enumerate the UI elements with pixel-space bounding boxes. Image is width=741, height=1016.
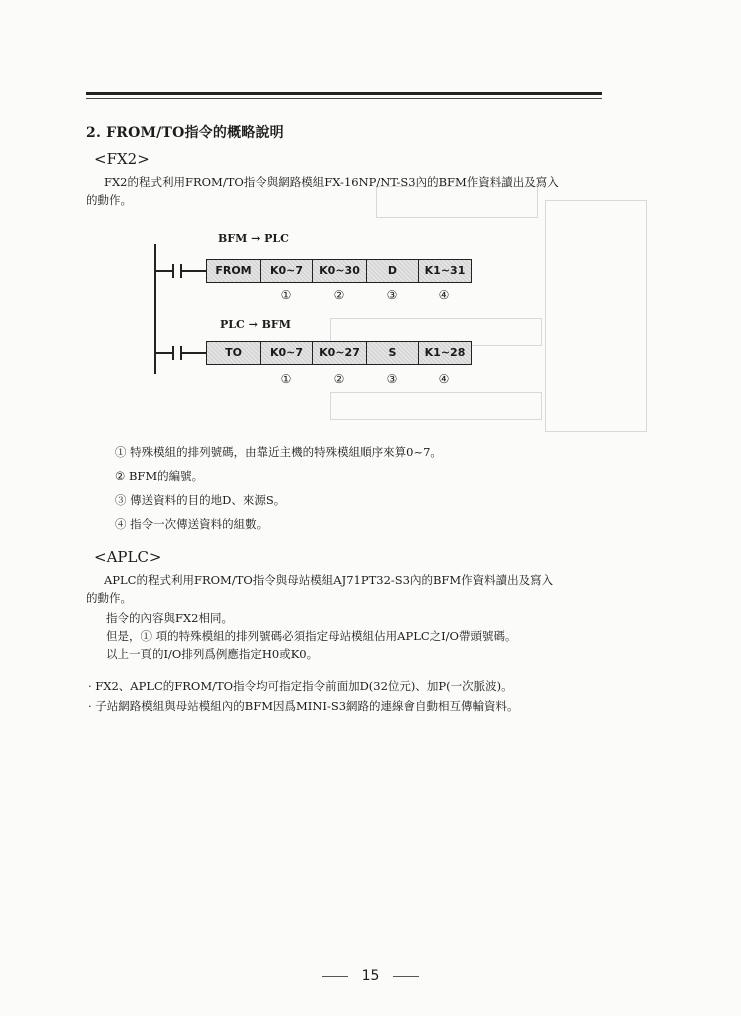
aplc-paragraph-line3: 指令的內容與FX2相同。 [106,611,233,625]
rung-wire [154,270,174,272]
aplc-paragraph-line2: 的動作。 [86,591,132,605]
aplc-heading: <APLC> [94,548,162,566]
note-item: ① 特殊模組的排列號碼，由靠近主機的特殊模組順序來算0~7。 [115,445,442,459]
header-rule-thick [86,92,602,95]
from-direction-label: BFM → PLC [218,232,289,245]
bleed-through-box [330,392,542,420]
marker: ② [333,288,345,302]
aplc-paragraph-line1: APLC的程式利用FROM/TO指令與母站模組AJ71PT32-S3內的BFM作資料讀出及寫入 [104,573,554,587]
contact-symbol [172,264,174,278]
note-item: ② BFM的編號。 [115,469,204,483]
instr-mnemonic: TO [207,342,261,364]
fx2-paragraph-line2: 的動作。 [86,193,132,207]
page-footer [0,968,741,984]
to-direction-label: PLC → BFM [220,318,291,331]
fx2-paragraph-line1: FX2的程式利用FROM/TO指令與網路模組FX-16NP/NT-S3內的BFM作資料讀出及寫入 [104,175,559,189]
instr-operand: K0~30 [313,260,367,282]
page-number: 15 [361,968,380,984]
instr-operand: K0~27 [313,342,367,364]
bleed-through-box [545,200,647,432]
bullet-item: · FX2、APLC的FROM/TO指令均可指定指令前面加D(32位元)、加P(一次脈波)。 [88,679,513,693]
marker: ④ [438,372,450,386]
instr-operand: K0~7 [261,342,313,364]
instr-operand: K1~28 [419,342,471,364]
to-instruction [206,341,472,365]
contact-symbol [172,346,174,360]
from-markers [260,288,470,302]
rung-wire [182,352,206,354]
section-title: 2. FROM/TO指令的概略說明 [86,125,284,141]
note-item: ③ 傳送資料的目的地D、來源S。 [115,493,286,507]
fx2-heading: <FX2> [94,150,150,168]
ladder-diagram [140,228,490,388]
marker: ② [333,372,345,386]
marker: ① [280,372,292,386]
marker: ③ [386,288,398,302]
instr-mnemonic: FROM [207,260,261,282]
footer-dash [393,976,419,977]
instr-operand: K1~31 [419,260,471,282]
left-power-rail [154,244,156,374]
marker: ④ [438,288,450,302]
instr-operand: S [367,342,419,364]
aplc-paragraph-line4: 但是，① 項的特殊模組的排列號碼必須指定母站模組佔用APLC之I/O帶頭號碼。 [106,629,517,643]
marker: ③ [386,372,398,386]
rung-wire [182,270,206,272]
instr-operand: D [367,260,419,282]
marker: ① [280,288,292,302]
from-instruction [206,259,472,283]
rung-wire [154,352,174,354]
note-item: ④ 指令一次傳送資料的組數。 [115,517,269,531]
to-markers [260,372,470,386]
footer-dash [322,976,348,977]
instr-operand: K0~7 [261,260,313,282]
header-rule-thin [86,98,602,99]
aplc-paragraph-line5: 以上一頁的I/O排列爲例應指定H0或K0。 [106,647,319,661]
bullet-item: · 子站網路模組與母站模組內的BFM因爲MINI-S3網路的連線會自動相互傳輸資料。 [88,699,519,713]
